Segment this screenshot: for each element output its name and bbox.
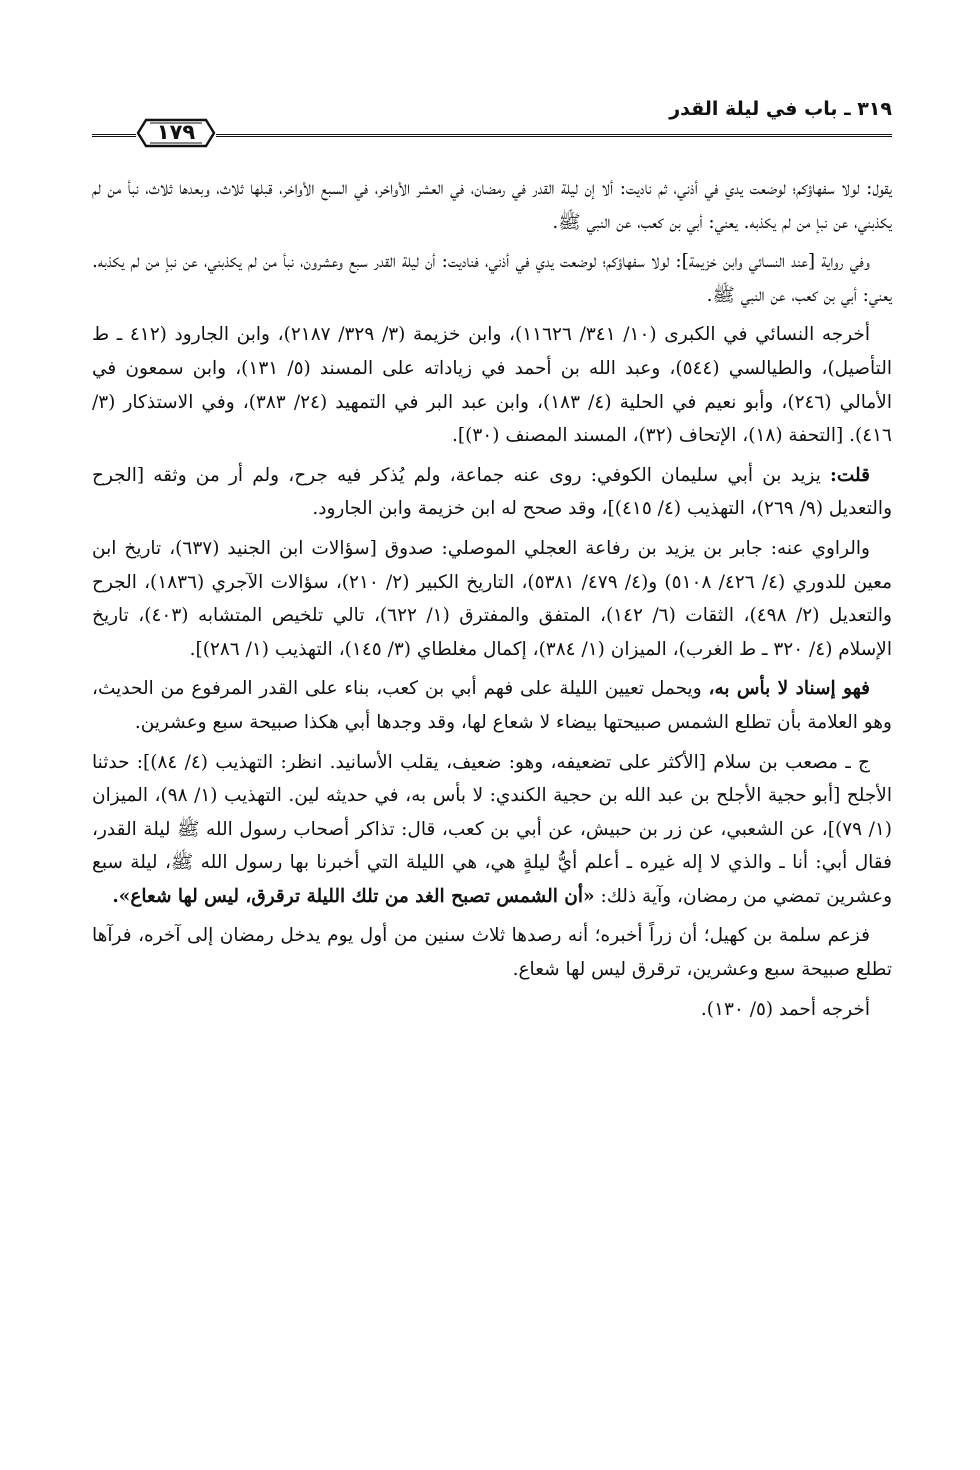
paragraph-1 (92, 172, 892, 239)
header-rule-right (216, 134, 892, 137)
paragraph-text: يزيد بن أبي سليمان الكوفي: روى عنه جماعة، ولم يُذكر فيه جرح، ولم أر من وثقه [الجرح والتعديل (٩/ ٢٦٩)، التهذيب (٤/ ٤١٥)]، وقد صحح له ابن خزيمة وابن الجارود. (92, 464, 892, 520)
paragraph-4 (92, 459, 892, 526)
header-rule-left (92, 134, 136, 137)
paragraph-text: أخرجه أحمد (٥/ ١٣٠). (700, 998, 870, 1020)
page-number: ١٧٩ (156, 120, 196, 144)
paragraph-6 (92, 672, 892, 739)
paragraph-2 (92, 245, 892, 312)
page-header (92, 92, 892, 146)
chapter-title: ٣١٩ ـ باب في ليلة القدر (669, 98, 892, 120)
paragraph-lead: فهو إسناد لا بأس به، (708, 678, 870, 700)
paragraph-9 (92, 993, 892, 1027)
paragraph-text: والراوي عنه: جابر بن يزيد بن رفاعة العجلي الموصلي: صدوق [سؤالات ابن الجنيد (٦٣٧)، تاريخ ابن معين للدوري (٤/ ٤٢٦/ ٥١٠٨) و(٤/ ٤٧٩/ ٥٣٨١)، التاريخ الكبير (٢/ ٢١٠)، سؤالات الآجري (١٨٣٦)، الجرح والتعديل (٢/ ٤٩٨)، الثقات (٦/ ١٤٢)، المتفق والمفترق (١/ ٦٢٢)، تالي تلخيص المتشابه (٤٠٣)، تاريخ الإسلام (٤/ ٣٢٠ ـ ط الغرب)، الميزان (١/ ٣٨٤)، إكمال مغلطاي (٣/ ١٤٥)، التهذيب (١/ ٢٨٦)]. (92, 537, 892, 660)
page-number-frame (136, 114, 216, 152)
paragraph-3 (92, 318, 892, 452)
paragraph-text: ويحمل تعيين الليلة على فهم أبي بن كعب، بناء على القدر المرفوع من الحديث، وهو العلامة بأن تطلع الشمس صبيحتها بيضاء لا شعاع لها، وقد وجدها أبي هكذا صبيحة سبع وعشرين. (92, 678, 892, 733)
main-text (92, 172, 892, 1032)
paragraph-text: ج ـ مصعب بن سلام [الأكثر على تضعيفه، وهو: ضعيف، يقلب الأسانيد. انظر: التهذيب (٤/ ٨٤)]: حدثنا الأجلح [أبو حجية الأجلح بن عبد الله بن حجية الكندي: لا بأس به، في حديثه لين. التهذيب (١/ ٩٨)، الميزان (١/ ٧٩)]، عن الشعبي، عن زر بن حبيش، عن أبي بن كعب، قال: تذاكر أصحاب رسول الله ﷺ ليلة القدر، فقال أبي: أنا ـ والذي لا إله غيره ـ أعلم أيُّ ليلةٍ هي، هي الليلة التي أخبرنا بها رسول الله ﷺ، ليلة سبع وعشرين تمضي من رمضان، وآية ذلك: (92, 751, 892, 907)
paragraph-text: فزعم سلمة بن كهيل؛ أن زراً أخبره؛ أنه رصدها ثلاث سنين من أول يوم يدخل رمضان إلى آخره، فرآها تطلع صبيحة سبع وعشرين، ترقرق ليس لها شعاع. (92, 925, 892, 981)
paragraph-text: وفي رواية [عند النسائي وابن خزيمة]: لولا سفهاؤكم؛ لوضعت يدي في أذني، فناديت: أن ليلة القدر سبع وعشرون، نبأ من لم يكذبني، عن نبإ من لم يكذبه. يعني: أبي بن كعب، عن النبي ﷺ. (92, 251, 892, 306)
paragraph-tail: «أن الشمس تصبح الغد من تلك الليلة ترقرق، ليس لها شعاع». (112, 885, 595, 907)
paragraph-text: أخرجه النسائي في الكبرى (١٠/ ٣٤١/ ١١٦٢٦)، وابن خزيمة (٣/ ٣٢٩/ ٢١٨٧)، وابن الجارود (٤١٢ ـ ط التأصيل)، والطيالسي (٥٤٤)، وعبد الله بن أحمد في زياداته على المسند (٥/ ١٣١)، وابن سمعون في الأمالي (٢٤٦)، وأبو نعيم في الحلية (٤/ ١٨٣)، وابن عبد البر في التمهيد (٢٤/ ٣٨٣)، وفي الاستذكار (٣/ ٤١٦). [التحفة (١٨)، الإتحاف (٣٢)، المسند المصنف (٣٠)]. (92, 324, 892, 447)
paragraph-8 (92, 919, 892, 986)
paragraph-5 (92, 532, 892, 666)
paragraph-7 (92, 746, 892, 914)
paragraph-text: يقول: لولا سفهاؤكم؛ لوضعت يدي في أذني، ثم ناديت: ألا إن ليلة القدر في رمضان، في العشر الأواخر، في السبع الأواخر، قبلها ثلاث، وبعدها ثلاث، نبأ من لم يكذبني، عن نبإ من لم يكذبه. يعني: أبي بن كعب، عن النبي ﷺ. (92, 178, 892, 233)
paragraph-lead: قلت: (830, 464, 870, 486)
